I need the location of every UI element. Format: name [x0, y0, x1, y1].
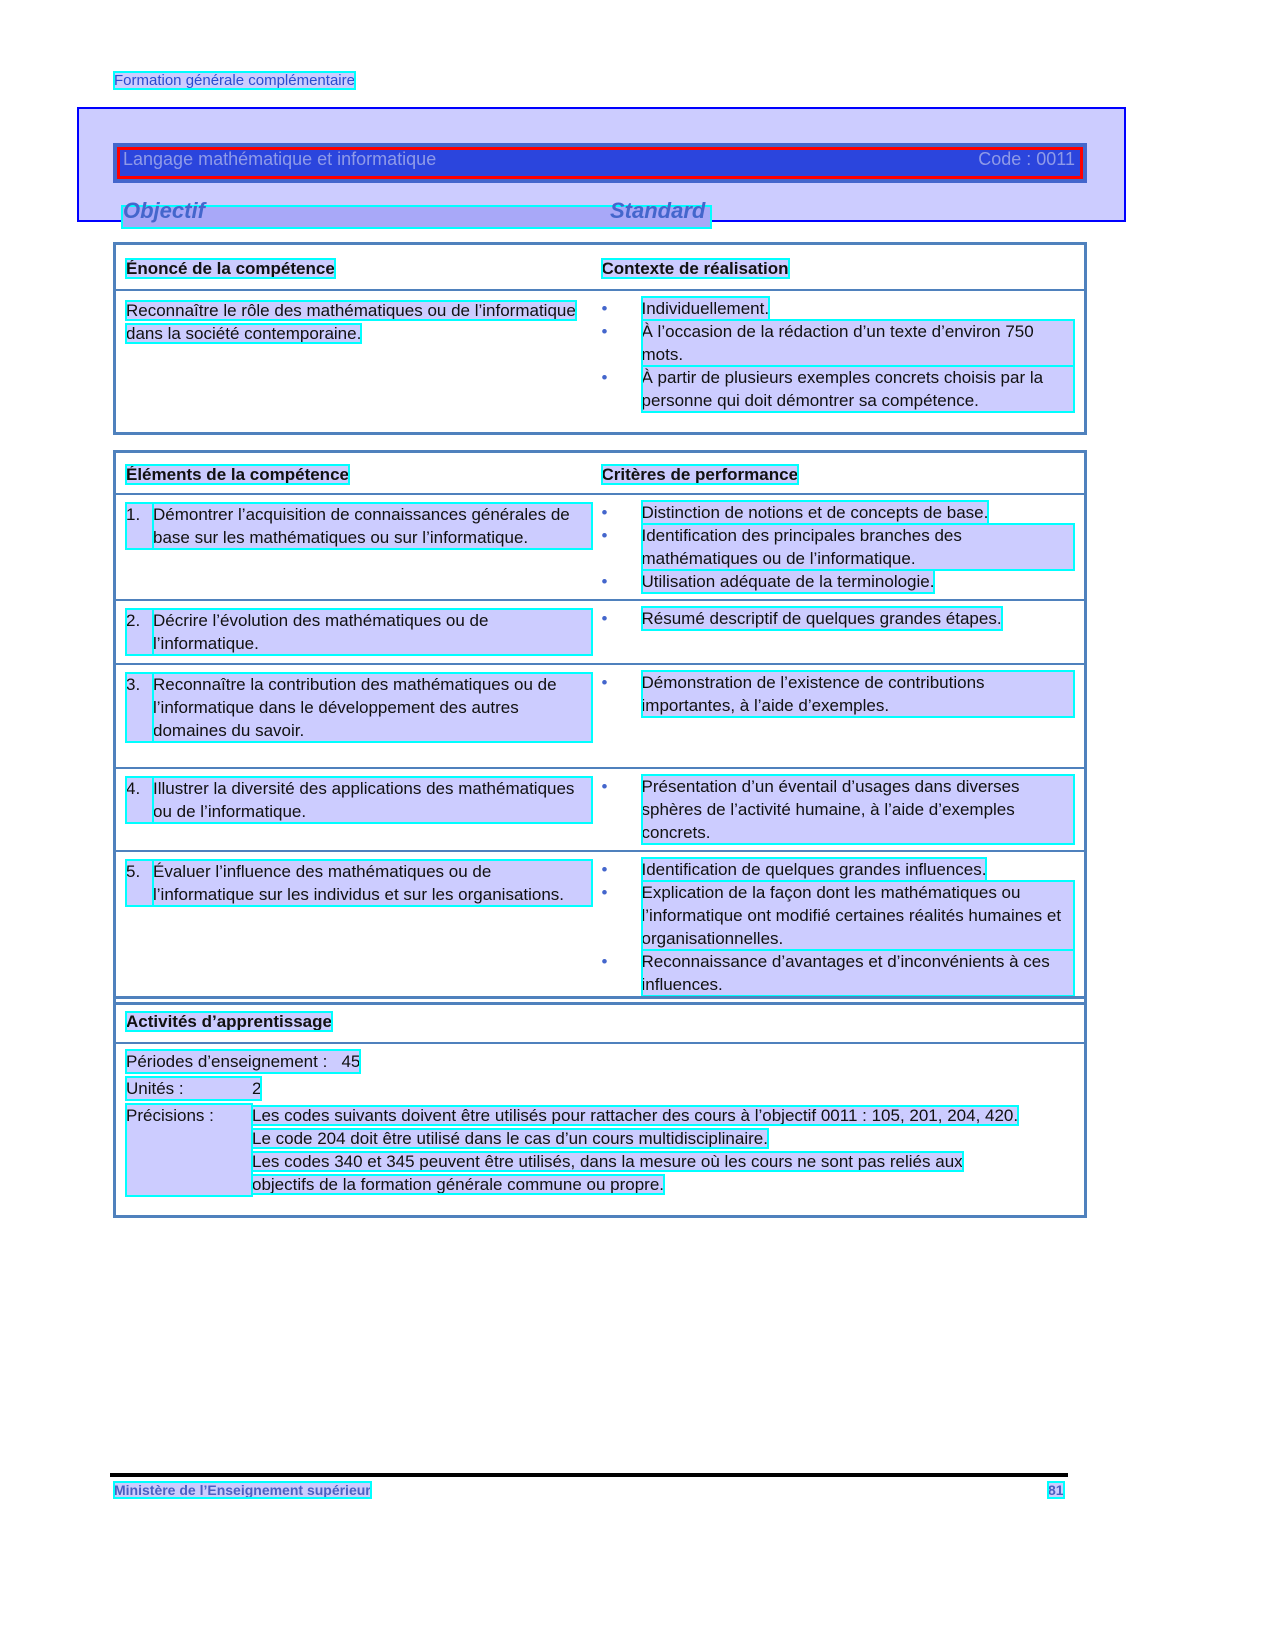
precision-text: Les codes 340 et 345 peuvent être utilisés, dans la mesure où les cours ne sont pas reliés aux objectifs de la formation générale commune ou propre. [252, 1151, 963, 1194]
footer-ministry: Ministère de l’Enseignement supérieur [114, 1482, 371, 1498]
footer-rule [110, 1473, 1068, 1477]
list-item: • Utilisation adéquate de la terminologie. [601, 572, 935, 591]
list-item: • Explication de la façon dont les mathématiques ou l’informatique ont modifié certaines réalités humaines et organisationnelles. [602, 881, 1075, 950]
unites-label: Unités : [126, 1078, 184, 1098]
contexte-list [602, 297, 1075, 412]
list-item: • À l’occasion de la rédaction d’un texte d’environ 750 mots. [602, 320, 1075, 366]
element-text: Évaluer l’influence des mathématiques ou de l’informatique sur les individus et sur les organisations. [153, 860, 592, 906]
table-row [115, 768, 1086, 851]
list-item: • Reconnaissance d’avantages et d’inconvénients à ces influences. [602, 950, 1075, 996]
enonce-header: Énoncé de la compétence [126, 259, 335, 279]
table-row [115, 600, 1086, 664]
elements-table [113, 450, 1087, 1005]
periodes-label: Périodes d’enseignement : [126, 1051, 328, 1071]
periodes-row [126, 1050, 1074, 1073]
precision-text: Les codes suivants doivent être utilisés pour rattacher des cours à l’objectif 0011 : 105, 201, 204, 420. [252, 1105, 1019, 1125]
list-item: • Identification de quelques grandes influences. [601, 860, 987, 879]
list-item: • Individuellement. [601, 299, 770, 319]
precision-text: Le code 204 doit être utilisé dans le cas d’un cours multidisciplinaire. [252, 1128, 768, 1148]
list-item: • Identification des principales branches des mathématiques ou de l’informatique. [602, 524, 1075, 570]
element-number: 4. [126, 777, 153, 823]
page-number: 81 [1048, 1482, 1064, 1498]
list-item: • Présentation d’un éventail d’usages dans diverses sphères de l’activité humaine, à l’aide d’exemples concrets. [602, 775, 1075, 844]
unites-value: 2 [252, 1078, 262, 1098]
criteres-list [602, 775, 1075, 844]
table-row [115, 664, 1086, 768]
criteres-list [602, 858, 1075, 996]
criteres-list [602, 671, 1075, 717]
course-code: Code : 0011 [978, 149, 1075, 169]
list-item: • Distinction de notions et de concepts de base. [601, 503, 989, 522]
table-row [115, 851, 1086, 1004]
element-number: 5. [126, 860, 153, 906]
competence-table [113, 242, 1087, 435]
elements-header: Éléments de la compétence [126, 465, 349, 484]
activities-table [113, 996, 1087, 1218]
element-number: 3. [126, 673, 153, 742]
precisions-label: Précisions : [126, 1104, 252, 1196]
element-text: Démontrer l’acquisition de connaissances générales de base sur les mathématiques ou sur l’informatique. [153, 503, 592, 549]
activities-header: Activités d’apprentissage [126, 1012, 332, 1032]
list-item: • Démonstration de l’existence de contributions importantes, à l’aide d’exemples. [602, 671, 1075, 717]
element-text: Illustrer la diversité des applications des mathématiques ou de l’informatique. [153, 777, 592, 823]
periodes-value: 45 [341, 1051, 361, 1071]
standard-label: Standard [610, 198, 706, 223]
list-item: • Résumé descriptif de quelques grandes étapes. [601, 609, 1002, 628]
criteres-list [602, 501, 1075, 593]
course-title: Langage mathématique et informatique [123, 149, 437, 169]
contexte-header: Contexte de réalisation [601, 259, 789, 279]
list-item: • À partir de plusieurs exemples concrets choisis par la personne qui doit démontrer sa compétence. [602, 366, 1075, 412]
precisions-row [126, 1104, 1074, 1196]
element-text: Reconnaître la contribution des mathématiques ou de l’informatique dans le développement des autres domaines du savoir. [153, 673, 592, 742]
enonce-text: Reconnaître le rôle des mathématiques ou de l’informatique dans la société contemporaine. [126, 301, 576, 344]
running-head: Formation générale complémentaire [114, 72, 355, 89]
element-number: 1. [126, 503, 153, 549]
criteres-list [602, 607, 1075, 630]
criteres-header: Critères de performance [601, 465, 799, 484]
table-row [115, 494, 1086, 600]
unites-row [126, 1077, 1074, 1100]
element-text: Décrire l’évolution des mathématiques ou de l’informatique. [153, 609, 592, 655]
objectif-label: Objectif [123, 198, 205, 223]
element-number: 2. [126, 609, 153, 655]
title-bar [113, 143, 1087, 183]
